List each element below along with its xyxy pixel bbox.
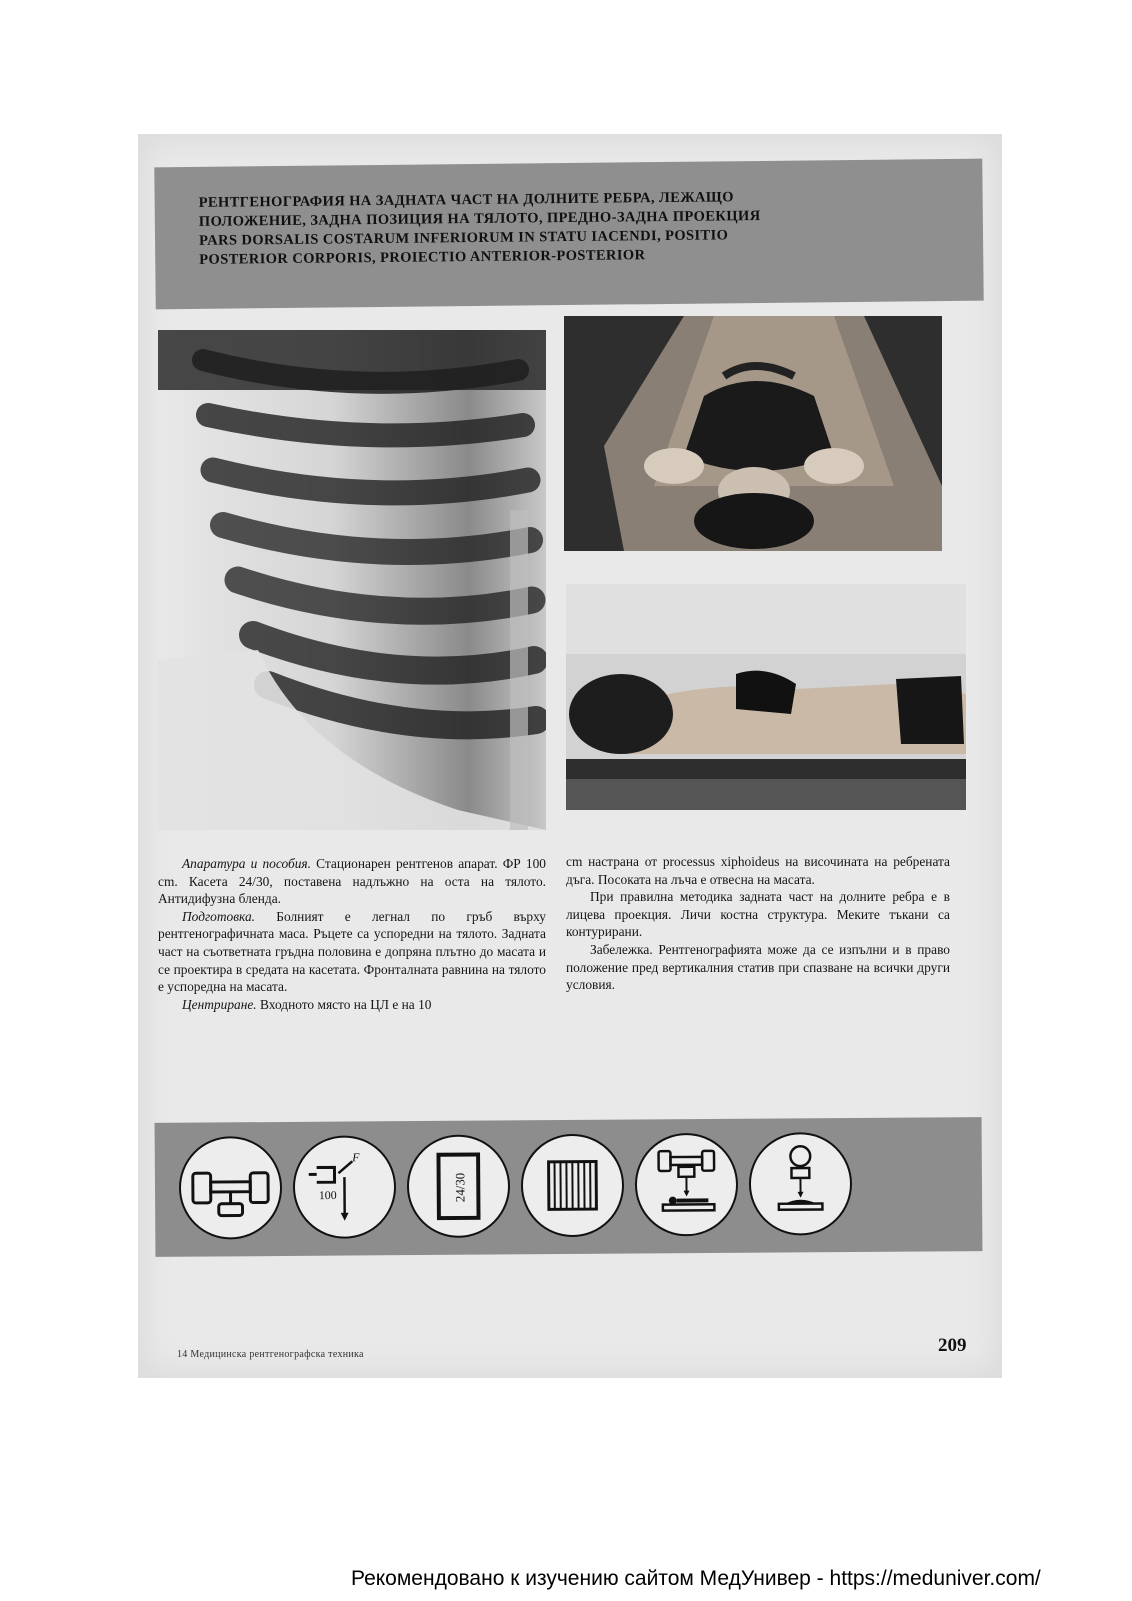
- xray-image: [158, 330, 546, 830]
- paragraph-centering: [158, 996, 546, 1014]
- page-number: 209: [938, 1335, 967, 1356]
- antidiffusion-grid-icon: [521, 1134, 625, 1238]
- text-column-right: [566, 853, 950, 994]
- supine-on-table-icon: [635, 1133, 739, 1237]
- paragraph-preparation: [158, 908, 546, 996]
- scanned-page: [138, 134, 1002, 1378]
- paragraph-note: Забележка. Рентгенографията може да се изпълни и в право положение пред вертикалния статив при спазване на всички други условия.: [566, 941, 950, 993]
- ffd-distance-label: 100: [318, 1187, 337, 1203]
- cassette-size-icon: [407, 1134, 511, 1238]
- stationary-xray-apparatus-icon: [179, 1136, 283, 1240]
- title-line-3: PARS DORSALIS COSTARUM INFERIORUM IN STATU IACENDI, POSITIO: [198, 227, 729, 249]
- lead-centering: Центриране.: [182, 996, 257, 1012]
- focus-film-distance-icon: [293, 1135, 397, 1239]
- watermark-text: Рекомендовано к изучению сайтом МедУнивер - https://meduniver.com/: [351, 1567, 1041, 1590]
- text-column-left: [158, 855, 546, 1013]
- paragraph-apparatus: [158, 855, 546, 908]
- footer-book-title: 14 Медицинска рентгенографска техника: [177, 1349, 364, 1360]
- paragraph-centering-cont: cm настрана от processus xiphoideus на височината на ребрената дъга. Посоката на лъча е отвесна на масата.: [566, 854, 950, 887]
- lead-preparation: Подготовка.: [182, 908, 256, 924]
- ffd-focus-label: F: [352, 1150, 360, 1165]
- title-band: [154, 159, 983, 310]
- vertical-beam-centering-icon: [749, 1132, 853, 1236]
- patient-photo-top: [564, 316, 942, 551]
- lead-apparatus: Апаратура и пособия.: [182, 856, 311, 871]
- text-preparation: Болният е легнал по гръб върху рентгенографичната маса. Ръцете са успоредни на тялото. Задната част на съответната гръдна половина е допряна плътно до масата и се проектира в средата на касетата. Фронталната равнина на тялото е успоредна на масата.: [158, 908, 546, 995]
- text-centering: Входното място на ЦЛ е на 10: [256, 996, 432, 1012]
- icon-band: [155, 1117, 983, 1257]
- title-line-4: POSTERIOR CORPORIS, PROIECTIO ANTERIOR-POSTERIOR: [199, 247, 646, 268]
- patient-photo-side: [566, 584, 966, 810]
- paragraph-result: При правилна методика задната част на долните ребра е в лицева проекция. Личи костна структура. Меките тъкани са контурирани.: [566, 889, 950, 940]
- title-line-1: РЕНТГЕНОГРАФИЯ НА ЗАДНАТА ЧАСТ НА ДОЛНИТЕ РЕБРА, ЛЕЖАЩО: [198, 189, 734, 211]
- text-apparatus: Стационарен рентгенов апарат. ФР 100 cm. Касета 24/30, поставена надлъжно на оста на тялото. Антидифузна бленда.: [158, 856, 546, 907]
- cassette-size-label: 24/30: [453, 1172, 468, 1203]
- title-line-2: ПОЛОЖЕНИЕ, ЗАДНА ПОЗИЦИЯ НА ТЯЛОТО, ПРЕДНО-ЗАДНА ПРОЕКЦИЯ: [198, 207, 761, 230]
